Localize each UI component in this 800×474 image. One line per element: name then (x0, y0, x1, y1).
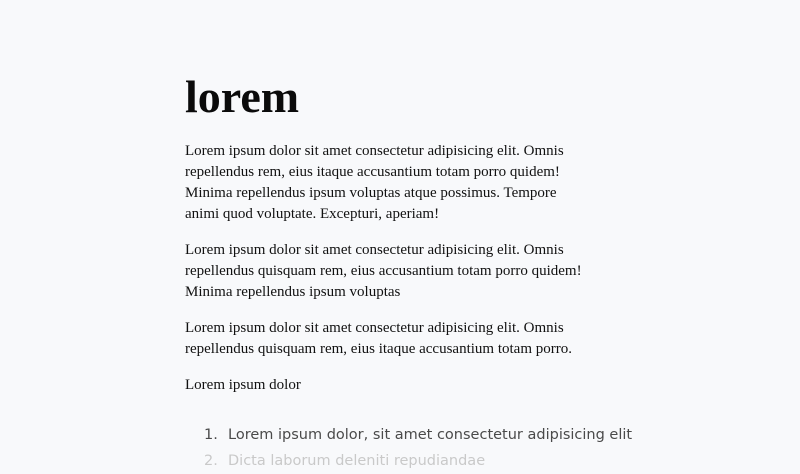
list-item (185, 448, 625, 474)
paragraph-2: Lorem ipsum dolor sit amet consectetur adipisicing elit. Omnis repellendus quisquam rem, eius accusantium totam porro quidem! Minima repellendus ipsum voluptas (185, 242, 582, 300)
list-item-number: 2. (204, 453, 218, 469)
page-title: lorem (185, 71, 300, 122)
paragraph-3: Lorem ipsum dolor sit amet consectetur adipisicing elit. Omnis repellendus quisquam rem, eius itaque accusantium totam porro. (185, 320, 572, 357)
list-item (185, 422, 633, 448)
paragraph-4: Lorem ipsum dolor (185, 377, 301, 393)
list-item-text: Lorem ipsum dolor, sit amet consectetur adipisicing elit (228, 427, 633, 443)
list-item-number: 1. (204, 427, 218, 443)
list-item-text: Dicta laborum deleniti repudiandae (228, 453, 486, 469)
ordered-list (185, 422, 633, 474)
paragraph-1: Lorem ipsum dolor sit amet consectetur adipisicing elit. Omnis repellendus rem, eius itaque accusantium totam porro quidem! Minima repellendus ipsum voluptas atque possimus. Tempore animi quod voluptate. Excepturi, aperiam! (185, 143, 564, 222)
article (185, 0, 633, 474)
